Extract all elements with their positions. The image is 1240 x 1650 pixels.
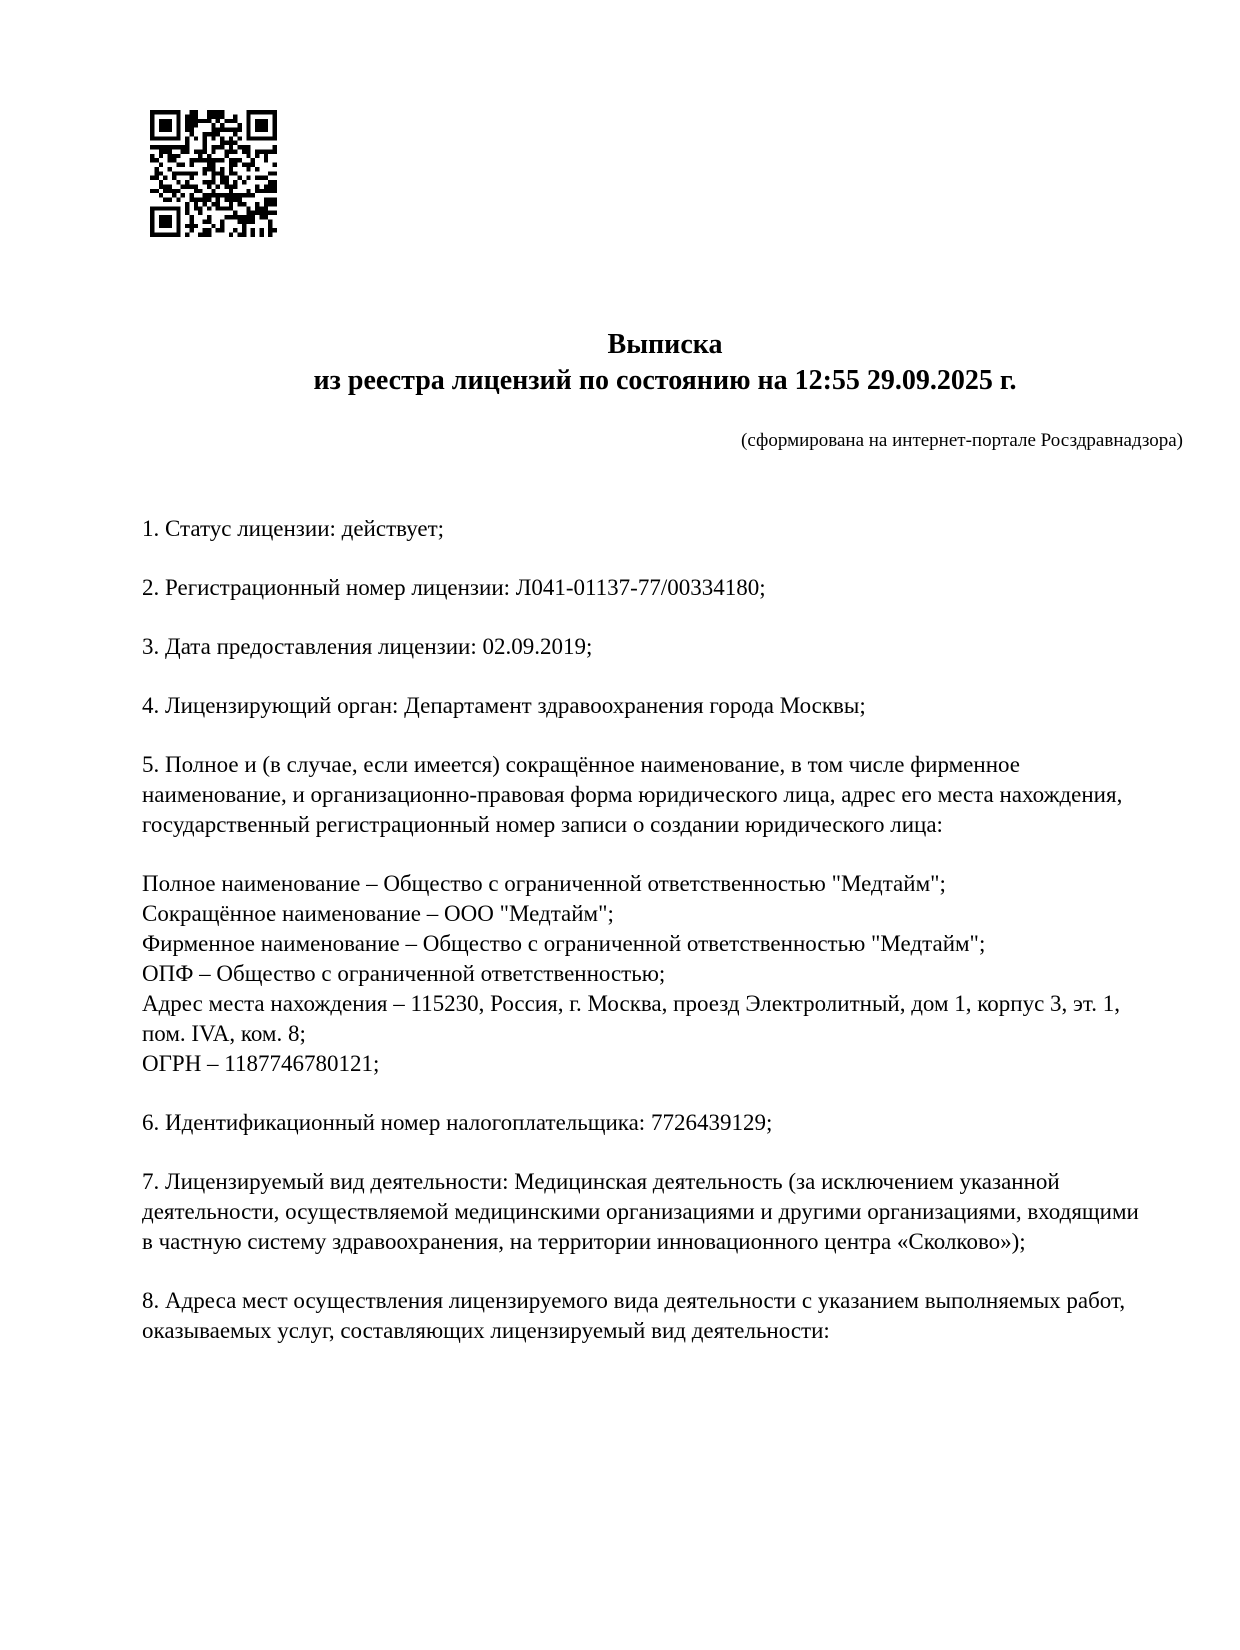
license-grant-date: 3. Дата предоставления лицензии: 02.09.2019; (142, 634, 593, 659)
taxpayer-inn: 6. Идентификационный номер налогоплательщика: 7726439129; (142, 1110, 773, 1135)
qr-code (150, 110, 277, 237)
activity-addresses-heading: 8. Адреса мест осуществления лицензируемого вида деятельности с указанием выполняемых работ, оказываемых услуг, составляющих лицензируемый вид деятельности: (142, 1288, 1126, 1343)
document-subtitle: (сформирована на интернет-портале Росздравнадзора) (741, 430, 1183, 451)
organization-full-name: Полное наименование – Общество с ограниченной ответственностью "Медтайм"; (142, 871, 946, 896)
document-title (140, 327, 1190, 399)
license-status: 1. Статус лицензии: действует; (142, 516, 445, 541)
organization-legal-form: ОПФ – Общество с ограниченной ответственностью; (142, 961, 666, 986)
organization-ogrn: ОГРН – 1187746780121; (142, 1051, 380, 1076)
organization-address: Адрес места нахождения – 115230, Россия, г. Москва, проезд Электролитный, дом 1, корпус 3, эт. 1, пом. IVA, ком. 8; (142, 991, 1120, 1046)
organization-brand-name: Фирменное наименование – Общество с ограниченной ответственностью "Медтайм"; (142, 931, 986, 956)
organization-details (142, 869, 1142, 1079)
title-line-1: Выписка (607, 329, 723, 360)
license-reg-number: 2. Регистрационный номер лицензии: Л041-01137-77/00334180; (142, 575, 766, 600)
title-line-2: из реестра лицензий по состоянию на 12:55 29.09.2025 г. (313, 365, 1017, 396)
document-body (142, 514, 1142, 1375)
organization-names-heading: 5. Полное и (в случае, если имеется) сокращённое наименование, в том числе фирменное наименование, и организационно-правовая форма юридического лица, адрес его места нахождения, государственный регистрационный номер записи о создании юридического лица: (142, 752, 1123, 837)
licensing-authority: 4. Лицензирующий орган: Департамент здравоохранения города Москвы; (142, 693, 866, 718)
licensed-activity: 7. Лицензируемый вид деятельности: Медицинская деятельность (за исключением указанной деятельности, осуществляемой медицинскими организациями и другими организациями, входящими в частную систему здравоохранения, на территории инновационного центра «Сколково»); (142, 1169, 1139, 1254)
organization-short-name: Сокращённое наименование – ООО "Медтайм"; (142, 901, 614, 926)
